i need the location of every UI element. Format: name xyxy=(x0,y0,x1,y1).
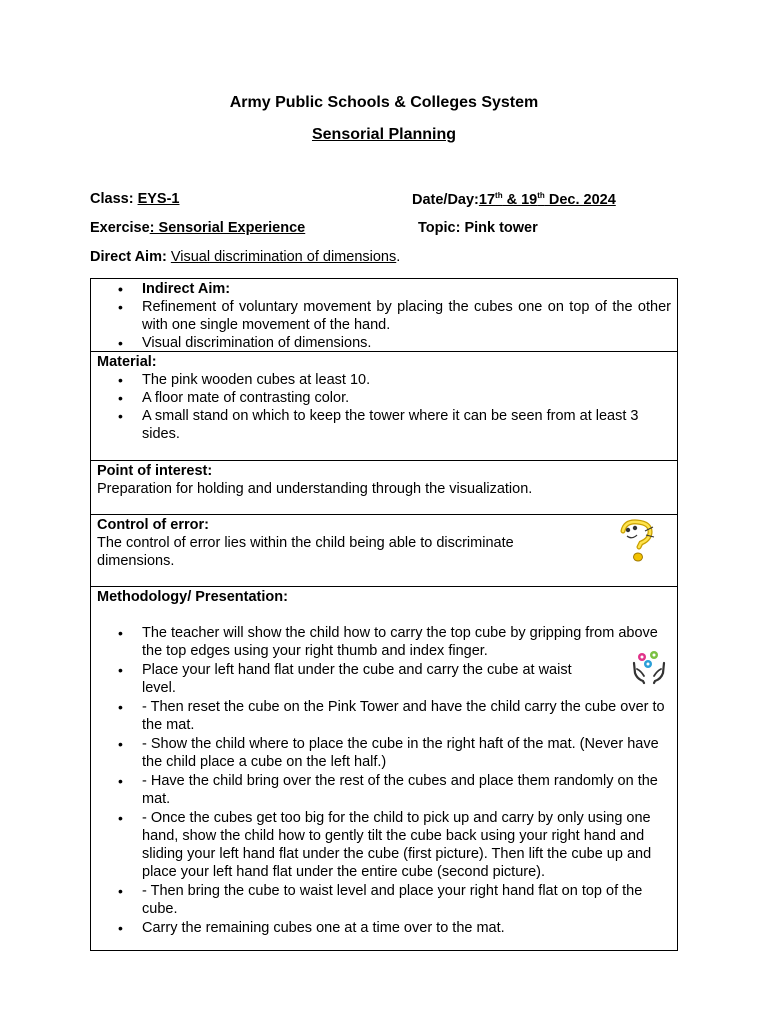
indirect-aim-heading: • Indirect Aim: xyxy=(142,280,671,298)
date-line xyxy=(412,191,616,208)
indirect-aim-cell xyxy=(91,279,677,351)
exercise-label: Exercise xyxy=(90,220,150,236)
control-heading: Control of error: xyxy=(97,517,209,533)
class-label: Class: xyxy=(90,191,134,207)
list-item: • - Once the cubes get too big for the child to pick up and carry by only using one hand, show the child how to gently tilt the cube back using your right hand and sliding your left hand flat under the cube (first picture). Then lift the cube up and place your left hand flat under the entire cube (second picture). xyxy=(142,809,672,881)
date-label: Date/Day: xyxy=(412,191,479,208)
direct-aim-value: Visual discrimination of dimensions xyxy=(170,249,397,265)
list-item: • - Then reset the cube on the Pink Tower and have the child carry the cube over to the mat. xyxy=(142,698,672,734)
exercise-line xyxy=(90,220,305,236)
direct-aim-label: Direct Aim: xyxy=(90,249,167,265)
control-cell xyxy=(91,514,677,586)
methodology-cell xyxy=(91,586,677,950)
exercise-value: : Sensorial Experience xyxy=(149,220,306,236)
list-item: • - Then bring the cube to waist level and place your right hand flat on top of the cube. xyxy=(142,882,672,918)
topic-line: Topic: Pink tower xyxy=(418,220,538,236)
direct-aim-line: Direct Aim: Visual discrimination of dimensions. xyxy=(90,249,401,265)
list-item: • Carry the remaining cubes one at a time over to the mat. xyxy=(142,919,672,937)
org-title: Army Public Schools & Colleges System xyxy=(229,94,539,111)
interest-text: Preparation for holding and understanding through the visualization. xyxy=(97,481,533,497)
list-item: • The pink wooden cubes at least 10. xyxy=(142,371,671,389)
material-heading: Material: xyxy=(97,354,157,370)
class-line xyxy=(90,191,179,207)
doc-title: Sensorial Planning xyxy=(311,126,457,143)
list-item: • Refinement of voluntary movement by placing the cubes one on top of the other with one single movement of the hand. xyxy=(142,298,671,334)
list-item: • A small stand on which to keep the tower where it can be seen from at least 3 sides. xyxy=(142,407,671,443)
material-cell xyxy=(91,351,677,460)
list-item: • A floor mate of contrasting color. xyxy=(142,389,671,407)
list-item: • The teacher will show the child how to carry the top cube by gripping from above the top edges using your right thumb and index finger. xyxy=(142,624,672,660)
interest-heading: Point of interest: xyxy=(97,463,213,479)
list-item: • Place your left hand flat under the cube and carry the cube at waist level. xyxy=(142,661,592,697)
control-text: The control of error lies within the child being able to discriminate dimensions. xyxy=(97,535,514,569)
plan-table xyxy=(90,278,678,951)
list-item: • Visual discrimination of dimensions. xyxy=(142,334,671,352)
question-mark-icon xyxy=(615,519,659,563)
methodology-heading: Methodology/ Presentation: xyxy=(97,589,288,605)
interest-cell xyxy=(91,460,677,514)
list-item: • - Have the child bring over the rest of the cubes and place them randomly on the mat. xyxy=(142,772,672,808)
date-value: 17th & 19th Dec. 2024 xyxy=(478,191,616,208)
hands-gears-icon xyxy=(631,649,667,685)
class-value: EYS-1 xyxy=(137,191,180,207)
list-item: • - Show the child where to place the cube in the right haft of the mat. (Never have the child place a cube on the left half.) xyxy=(142,735,672,771)
